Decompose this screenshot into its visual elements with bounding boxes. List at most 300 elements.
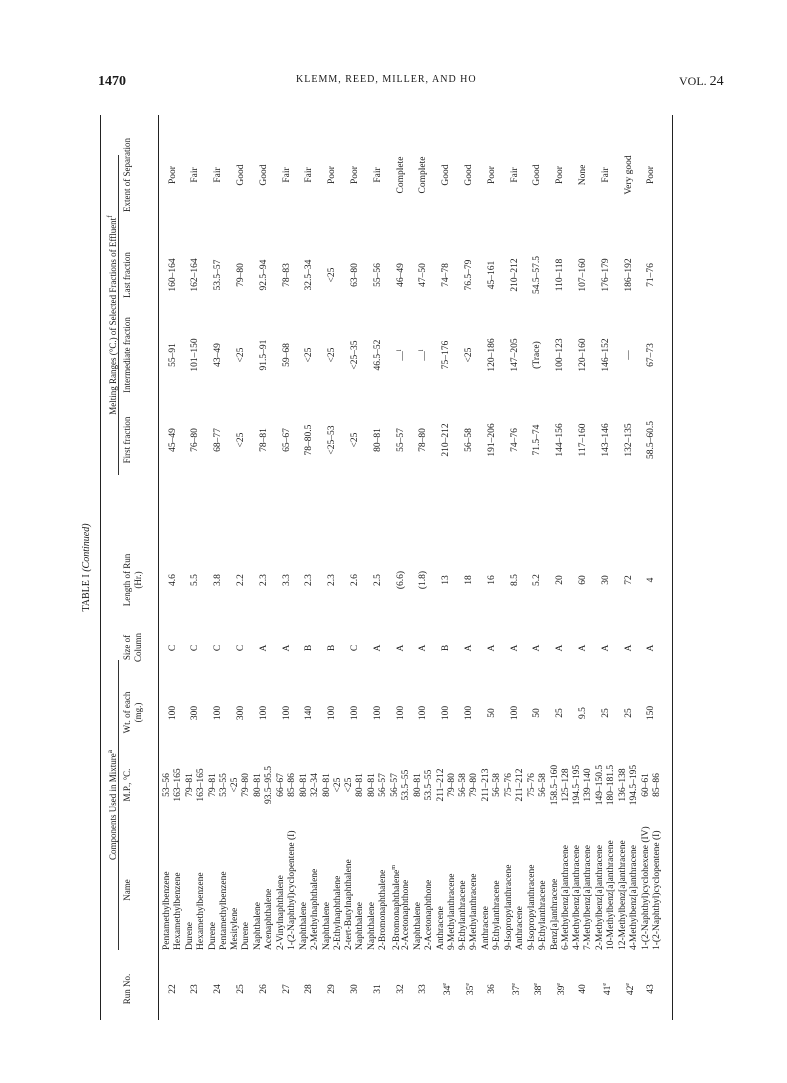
component-name-cell: Naphthalene: [253, 901, 264, 950]
component-mp-cell: 80–81: [412, 773, 423, 797]
component-mp-cell: 79–80: [446, 773, 457, 797]
component-name-cell: Pentamethylbenzene: [218, 871, 229, 950]
intermediate-fraction-cell: —$^l$: [396, 349, 408, 361]
col-header-mp: M.P., °C.: [122, 768, 132, 802]
last-fraction-cell: 46–49: [395, 263, 406, 287]
component-mp-cell: 163–165: [173, 768, 183, 802]
wt-cell: 100: [463, 705, 474, 721]
extent-cell: Fair: [190, 167, 201, 183]
intermediate-fraction-cell: 147–205: [509, 338, 520, 372]
component-mp-cell: 158.5–160: [549, 764, 560, 806]
intermediate-fraction-cell: 146–152: [600, 338, 611, 372]
component-name-cell: 1-(2-Naphthyl)cyclopentene (I): [651, 830, 662, 950]
wt-cell: 100: [327, 705, 338, 721]
wt-cell: 25: [555, 708, 566, 718]
extent-cell: Poor: [646, 166, 657, 184]
length-run-cell: 30: [600, 575, 611, 585]
header-components-label: Components Used in Mixture: [108, 753, 118, 861]
component-name-cell: Acenaphthalene: [264, 888, 275, 950]
intermediate-fraction-cell: <25: [235, 347, 246, 363]
footnote-marker: e: [601, 982, 608, 986]
table-caption-number: TABLE I: [81, 574, 92, 612]
wt-cell: 100: [258, 705, 269, 721]
wt-cell: 50: [486, 708, 497, 718]
intermediate-fraction-cell: 101–150: [190, 338, 201, 372]
extent-cell: Good: [463, 164, 474, 186]
table-bottom-rule: [672, 115, 673, 1020]
table-caption-continued: (Continued): [81, 523, 92, 572]
length-run-cell: 60: [577, 575, 588, 585]
run-number-cell: 34e: [442, 982, 454, 996]
intermediate-fraction-cell: (Trace): [532, 341, 543, 369]
first-fraction-cell: 80–81: [372, 428, 383, 452]
first-fraction-cell: 191–206: [486, 423, 497, 457]
wt-cell: 100: [418, 705, 429, 721]
intermediate-fraction-cell: 100–123: [555, 338, 566, 372]
intermediate-fraction-cell: <25: [327, 347, 338, 363]
last-fraction-cell: 107–160: [577, 258, 588, 292]
col-header-length-run: Length of Run (Hr.): [122, 553, 143, 607]
component-mp-cell: 75–76: [526, 773, 537, 797]
component-name-cell: 9-Methylanthracene: [469, 873, 480, 950]
last-fraction-cell: 45–161: [486, 260, 497, 290]
intermediate-fraction-cell: 46.5–52: [372, 339, 383, 371]
component-name-cell: 9-Isopropylanthracene: [526, 864, 537, 950]
first-fraction-cell: <25: [235, 432, 246, 448]
footnote-marker: e: [464, 982, 471, 986]
footnote-marker: m: [391, 865, 397, 870]
component-mp-cell: 211–213: [481, 768, 492, 802]
run-number-cell: 37e: [510, 982, 522, 996]
extent-cell: Poor: [327, 166, 338, 184]
run-number-cell: 25: [235, 984, 246, 994]
run-number-cell: 39e: [556, 982, 568, 996]
component-name-cell: Anthracene: [435, 906, 446, 950]
last-fraction-cell: 74–78: [441, 263, 452, 287]
component-mp-cell: 80–81: [355, 773, 366, 797]
first-fraction-cell: 117–160: [577, 423, 588, 457]
component-name-cell: Naphthalene: [355, 901, 366, 950]
run-number-cell: 28: [304, 984, 315, 994]
component-mp-cell: <25: [230, 777, 241, 793]
wt-cell: 25: [623, 708, 634, 718]
component-name-cell: Benz[a]anthracene: [549, 878, 560, 950]
component-mp-cell: 149–150.5: [595, 764, 606, 806]
length-run-cell: 2.5: [372, 574, 383, 586]
header-components-note: a: [105, 749, 114, 754]
run-number-cell: 29: [327, 984, 338, 994]
first-fraction-cell: 68–77: [213, 428, 224, 452]
run-number-cell: 31: [372, 984, 383, 994]
size-column-cell: B: [304, 644, 315, 652]
component-name-cell: 4-Methylbenz[a]anthracene: [572, 845, 583, 950]
component-mp-cell: 80–81: [298, 773, 309, 797]
melting-group-rule: [118, 155, 119, 475]
wt-cell: 140: [304, 705, 315, 721]
component-mp-cell: 80–81: [321, 773, 332, 797]
col-header-name: Name: [122, 879, 132, 901]
col-header-last-fraction: Last fraction: [122, 252, 132, 298]
run-number-cell: 42e: [624, 982, 636, 996]
intermediate-fraction-cell: 59–68: [281, 343, 292, 367]
volume-word: VOL.: [679, 74, 707, 88]
extent-cell: Good: [258, 164, 269, 186]
component-mp-cell: 194.5–195: [572, 764, 583, 806]
component-mp-cell: 32–34: [309, 773, 320, 797]
component-mp-cell: 79–81: [207, 773, 218, 797]
component-mp-cell: 139–140: [583, 768, 594, 802]
extent-cell: Good: [235, 164, 246, 186]
component-mp-cell: 53.5–55: [423, 769, 434, 801]
length-run-cell: 8.5: [509, 574, 520, 586]
length-run-cell: 2.2: [235, 574, 246, 586]
table-caption: [82, 115, 92, 1020]
length-run-cell: 72: [623, 575, 634, 585]
length-run-cell: 13: [441, 575, 452, 585]
wt-cell: 100: [372, 705, 383, 721]
last-fraction-cell: 76.5–79: [463, 259, 474, 291]
extent-cell: Fair: [509, 167, 520, 183]
wt-cell: 100: [213, 705, 224, 721]
component-name-cell: 6-Methylbenz[a]anthracene: [560, 845, 571, 950]
component-mp-cell: <25: [344, 777, 355, 793]
run-number-cell: 27: [281, 984, 292, 994]
first-fraction-cell: <25: [349, 432, 360, 448]
length-run-cell: 4: [646, 577, 657, 583]
extent-cell: Good: [532, 164, 543, 186]
last-fraction-cell: 79–80: [235, 263, 246, 287]
component-mp-cell: 80–81: [253, 773, 264, 797]
first-fraction-cell: 144–156: [555, 423, 566, 457]
header-bottom-rule: [158, 115, 159, 1020]
first-fraction-cell: 78–80: [418, 428, 429, 452]
run-number-cell: 43: [646, 984, 657, 994]
size-column-cell: A: [555, 644, 566, 652]
component-name-cell: 4-Methylbenz[a]anthracene: [629, 845, 639, 950]
first-fraction-cell: 78–80.5: [304, 424, 315, 456]
component-mp-cell: 53–56: [162, 773, 172, 797]
size-column-cell: A: [532, 644, 543, 652]
intermediate-fraction-cell: —: [623, 350, 634, 360]
size-column-cell: A: [281, 644, 292, 652]
first-fraction-cell: 78–81: [258, 428, 269, 452]
wt-cell: 50: [532, 708, 543, 718]
component-name-cell: 2-Ethylnaphthalene: [332, 875, 343, 950]
size-column-cell: C: [167, 644, 178, 652]
component-mp-cell: 56–58: [458, 773, 469, 797]
intermediate-fraction-cell: —$^l$: [419, 349, 431, 361]
intermediate-fraction-cell: 120–186: [486, 338, 497, 372]
component-name-cell: 7-Methylbenz[a]anthracene: [583, 845, 594, 950]
col-header-run-no: Run No.: [122, 973, 132, 1005]
intermediate-fraction-cell: 91.5–91: [258, 339, 269, 371]
length-run-cell: 2.3: [258, 574, 269, 586]
last-fraction-cell: 55–56: [372, 263, 383, 287]
last-fraction-cell: 160–164: [167, 258, 178, 292]
extent-cell: Fair: [213, 167, 224, 183]
component-name-cell: Naphthalene: [367, 901, 378, 950]
component-name-cell: 2-Bromonaphthalene$^m$: [391, 865, 403, 950]
wt-cell: 100: [395, 705, 406, 721]
extent-cell: Complete: [395, 156, 406, 194]
component-mp-cell: 66–67: [276, 773, 286, 797]
component-mp-cell: 163–165: [195, 768, 206, 802]
wt-cell: 100: [441, 705, 452, 721]
wt-cell: 150: [646, 705, 657, 721]
component-name-cell: Anthracene: [515, 906, 525, 950]
run-number-cell: 23: [190, 984, 201, 994]
extent-cell: Fair: [304, 167, 315, 183]
length-run-cell: (1.8): [418, 570, 429, 590]
run-number-cell: 41e: [601, 982, 613, 996]
col-header-wt: Wt. of each (mg.): [122, 691, 143, 734]
last-fraction-cell: 71–76: [646, 263, 657, 287]
component-name-cell: 9-Ethylanthracene: [537, 880, 548, 950]
extent-cell: Fair: [600, 167, 611, 183]
extent-cell: Poor: [167, 166, 178, 184]
first-fraction-cell: 71.5–74: [532, 424, 543, 456]
length-run-cell: 18: [463, 575, 474, 585]
component-mp-cell: 60–61: [640, 773, 651, 797]
component-mp-cell: 79–80: [241, 773, 252, 797]
last-fraction-cell: 54.5–57.5: [532, 256, 543, 294]
size-column-cell: C: [190, 644, 201, 652]
intermediate-fraction-cell: 55–91: [167, 343, 178, 367]
size-column-cell: A: [463, 644, 474, 652]
component-mp-cell: 80–81: [367, 773, 378, 797]
extent-cell: Fair: [281, 167, 292, 183]
size-column-cell: B: [327, 644, 338, 652]
extent-cell: Very good: [623, 155, 634, 195]
first-fraction-cell: 55–57: [395, 428, 406, 452]
first-fraction-cell: 56–58: [463, 428, 474, 452]
last-fraction-cell: 176–179: [600, 258, 611, 292]
col-header-first-fraction: First fraction: [122, 416, 132, 464]
component-name-cell: Anthracene: [481, 906, 492, 950]
size-column-cell: C: [235, 644, 246, 652]
first-fraction-cell: <25–53: [327, 425, 338, 455]
first-fraction-cell: 76–80: [190, 428, 201, 452]
size-column-cell: B: [441, 644, 452, 652]
component-name-cell: Durene: [241, 922, 252, 950]
volume-number: 24: [709, 74, 724, 89]
header-melting-group: [104, 155, 119, 475]
length-run-cell: 2.3: [327, 574, 338, 586]
footnote-marker: e: [510, 982, 517, 986]
run-number-cell: 26: [258, 984, 269, 994]
rotated-table: [81, 115, 675, 1020]
length-run-cell: 2.3: [304, 574, 315, 586]
length-run-cell: 2.6: [349, 574, 360, 586]
component-name-cell: 9-Ethylanthracene: [458, 880, 469, 950]
first-fraction-cell: 74–76: [509, 428, 520, 452]
wt-cell: 100: [349, 705, 360, 721]
extent-cell: Good: [441, 164, 452, 186]
header-melting-label: Melting Ranges (°C.) of Selected Fractions of Effluent: [108, 217, 118, 415]
component-mp-cell: <25: [332, 777, 343, 793]
wt-cell: 100: [509, 705, 520, 721]
last-fraction-cell: 63–80: [349, 263, 360, 287]
length-run-cell: 16: [486, 575, 497, 585]
component-name-cell: 2-Acetonaphthone: [423, 879, 434, 950]
page-number: 1470: [98, 74, 126, 89]
size-column-cell: A: [395, 644, 406, 652]
footnote-marker: l: [396, 349, 403, 352]
last-fraction-cell: 92.5–94: [258, 259, 269, 291]
run-number-cell: 40: [577, 984, 588, 994]
component-mp-cell: 93.5–95.5: [264, 766, 275, 804]
intermediate-fraction-cell: 75–176: [441, 340, 452, 370]
footnote-marker: l: [419, 349, 426, 352]
component-name-cell: 1-(2-Naphthyl)cyclohexene (IV): [640, 826, 651, 950]
length-run-cell: (6.6): [395, 570, 406, 590]
intermediate-fraction-cell: 120–160: [577, 338, 588, 372]
last-fraction-cell: 210–212: [509, 258, 520, 292]
last-fraction-cell: 32.5–34: [304, 259, 315, 291]
component-mp-cell: 56–57: [390, 773, 400, 797]
run-number-cell: 30: [349, 984, 360, 994]
component-name-cell: 10-Methylbenz[a]anthracene: [606, 840, 617, 950]
size-column-cell: A: [258, 644, 269, 652]
wt-cell: 100: [281, 705, 292, 721]
footnote-marker: e: [556, 982, 563, 986]
col-header-size-column: Size of Column: [122, 633, 143, 663]
size-column-cell: A: [418, 644, 429, 652]
component-mp-cell: 56–58: [492, 773, 503, 797]
component-mp-cell: 75–76: [504, 773, 514, 797]
run-number-cell: 36: [486, 984, 497, 994]
size-column-cell: A: [486, 644, 497, 652]
component-mp-cell: 125–128: [560, 768, 571, 802]
intermediate-fraction-cell: <25–35: [349, 340, 360, 370]
component-mp-cell: 53–55: [218, 773, 229, 797]
footnote-marker: e: [442, 982, 449, 986]
footnote-marker: e: [533, 982, 540, 986]
component-mp-cell: 211–212: [435, 768, 446, 802]
component-name-cell: 2-Acetonaphthone: [401, 879, 411, 950]
col-header-extent: Extent of Separation: [122, 138, 132, 212]
size-column-cell: A: [577, 644, 588, 652]
component-mp-cell: 53.5–55: [401, 769, 411, 801]
extent-cell: Poor: [486, 166, 497, 184]
size-column-cell: A: [646, 644, 657, 652]
footnote-marker: e: [624, 982, 631, 986]
component-name-cell: 9-Methylanthracene: [446, 873, 457, 950]
intermediate-fraction-cell: <25: [463, 347, 474, 363]
last-fraction-cell: 47–50: [418, 263, 429, 287]
component-name-cell: Hexamethylbenzene: [195, 872, 206, 950]
running-header-authors: KLEMM, REED, MILLER, AND HO: [296, 74, 477, 85]
run-number-cell: 22: [167, 984, 178, 994]
first-fraction-cell: 143–146: [600, 423, 611, 457]
component-name-cell: 9-Isopropylanthracene: [504, 864, 514, 950]
last-fraction-cell: <25: [327, 267, 338, 283]
component-mp-cell: 211–212: [515, 768, 525, 802]
size-column-cell: A: [623, 644, 634, 652]
wt-cell: 300: [190, 705, 201, 721]
run-number-cell: 38e: [533, 982, 545, 996]
first-fraction-cell: 58.5–60.5: [646, 421, 657, 459]
component-mp-cell: 85–86: [651, 773, 662, 797]
component-name-cell: Naphthalene: [298, 901, 309, 950]
run-number-cell: 32: [395, 984, 406, 994]
run-number-cell: 35e: [464, 982, 477, 996]
wt-cell: 300: [235, 705, 246, 721]
component-name-cell: 12-Methylbenz[a]anthracene: [618, 840, 628, 950]
component-name-cell: 2-Methylbenz[a]anthracene: [595, 845, 606, 950]
component-mp-cell: 180–181.5: [606, 764, 617, 806]
wt-cell: 100: [167, 705, 178, 721]
component-name-cell: Hexamethylbenzene: [173, 872, 183, 950]
length-run-cell: 3.8: [213, 574, 224, 586]
component-name-cell: 9-Ethylanthracene: [492, 880, 503, 950]
first-fraction-cell: 65–67: [281, 428, 292, 452]
component-mp-cell: 56–58: [537, 773, 548, 797]
component-mp-cell: 85–86: [287, 773, 297, 797]
wt-cell: 9.5: [577, 707, 588, 719]
col-header-intermediate-fraction: Intermediate fraction: [122, 317, 132, 393]
size-column-cell: C: [213, 644, 224, 652]
extent-cell: Fair: [372, 167, 383, 183]
extent-cell: None: [577, 164, 588, 186]
intermediate-fraction-cell: <25: [304, 347, 315, 363]
last-fraction-cell: 110–118: [555, 258, 566, 292]
size-column-cell: A: [509, 644, 520, 652]
first-fraction-cell: 210–212: [441, 423, 452, 457]
run-number-cell: 33: [418, 984, 429, 994]
first-fraction-cell: 45–49: [167, 428, 178, 452]
component-mp-cell: 79–81: [184, 773, 195, 797]
size-column-cell: A: [372, 644, 383, 652]
length-run-cell: 5.5: [190, 574, 201, 586]
component-name-cell: Durene: [184, 922, 195, 950]
length-run-cell: 5.2: [532, 574, 543, 586]
components-group-rule: [118, 660, 119, 950]
last-fraction-cell: 78–83: [281, 263, 292, 287]
component-name-cell: Naphthalene: [321, 901, 332, 950]
last-fraction-cell: 186–192: [623, 258, 634, 292]
component-name-cell: 1-(2-Naphthyl)cyclopentene (I): [287, 830, 297, 950]
wt-cell: 25: [600, 708, 611, 718]
extent-cell: Complete: [418, 156, 429, 194]
length-run-cell: 20: [555, 575, 566, 585]
length-run-cell: 4.6: [167, 574, 178, 586]
component-mp-cell: 136–138: [618, 768, 628, 802]
last-fraction-cell: 162–164: [190, 258, 201, 292]
first-fraction-cell: 132–135: [623, 423, 634, 457]
table-top-rule: [100, 115, 101, 1020]
component-mp-cell: 56–57: [378, 773, 389, 797]
component-name-cell: Mesitylene: [230, 907, 241, 950]
component-name-cell: 2-Vinylnaphthalene: [276, 875, 286, 950]
size-column-cell: A: [600, 644, 611, 652]
component-name-cell: 2-tert-Butylnaphthalene: [344, 859, 355, 950]
length-run-cell: 3.3: [281, 574, 292, 586]
volume-label: [679, 74, 724, 90]
extent-cell: Poor: [349, 166, 360, 184]
component-mp-cell: 194.5–195: [629, 764, 639, 806]
component-name-cell: Durene: [207, 922, 218, 950]
component-name-cell: 2-Bromonaphthalene: [378, 869, 389, 950]
intermediate-fraction-cell: 67–73: [646, 343, 657, 367]
intermediate-fraction-cell: 43–49: [213, 343, 224, 367]
last-fraction-cell: 53.5–57: [213, 259, 224, 291]
component-name-cell: 2-Methylnaphthalene: [309, 868, 320, 950]
component-name-cell: Pentamethylbenzene: [162, 871, 172, 950]
component-mp-cell: 79–80: [469, 773, 480, 797]
component-name-cell: Naphthalene: [412, 901, 423, 950]
size-column-cell: C: [349, 644, 360, 652]
